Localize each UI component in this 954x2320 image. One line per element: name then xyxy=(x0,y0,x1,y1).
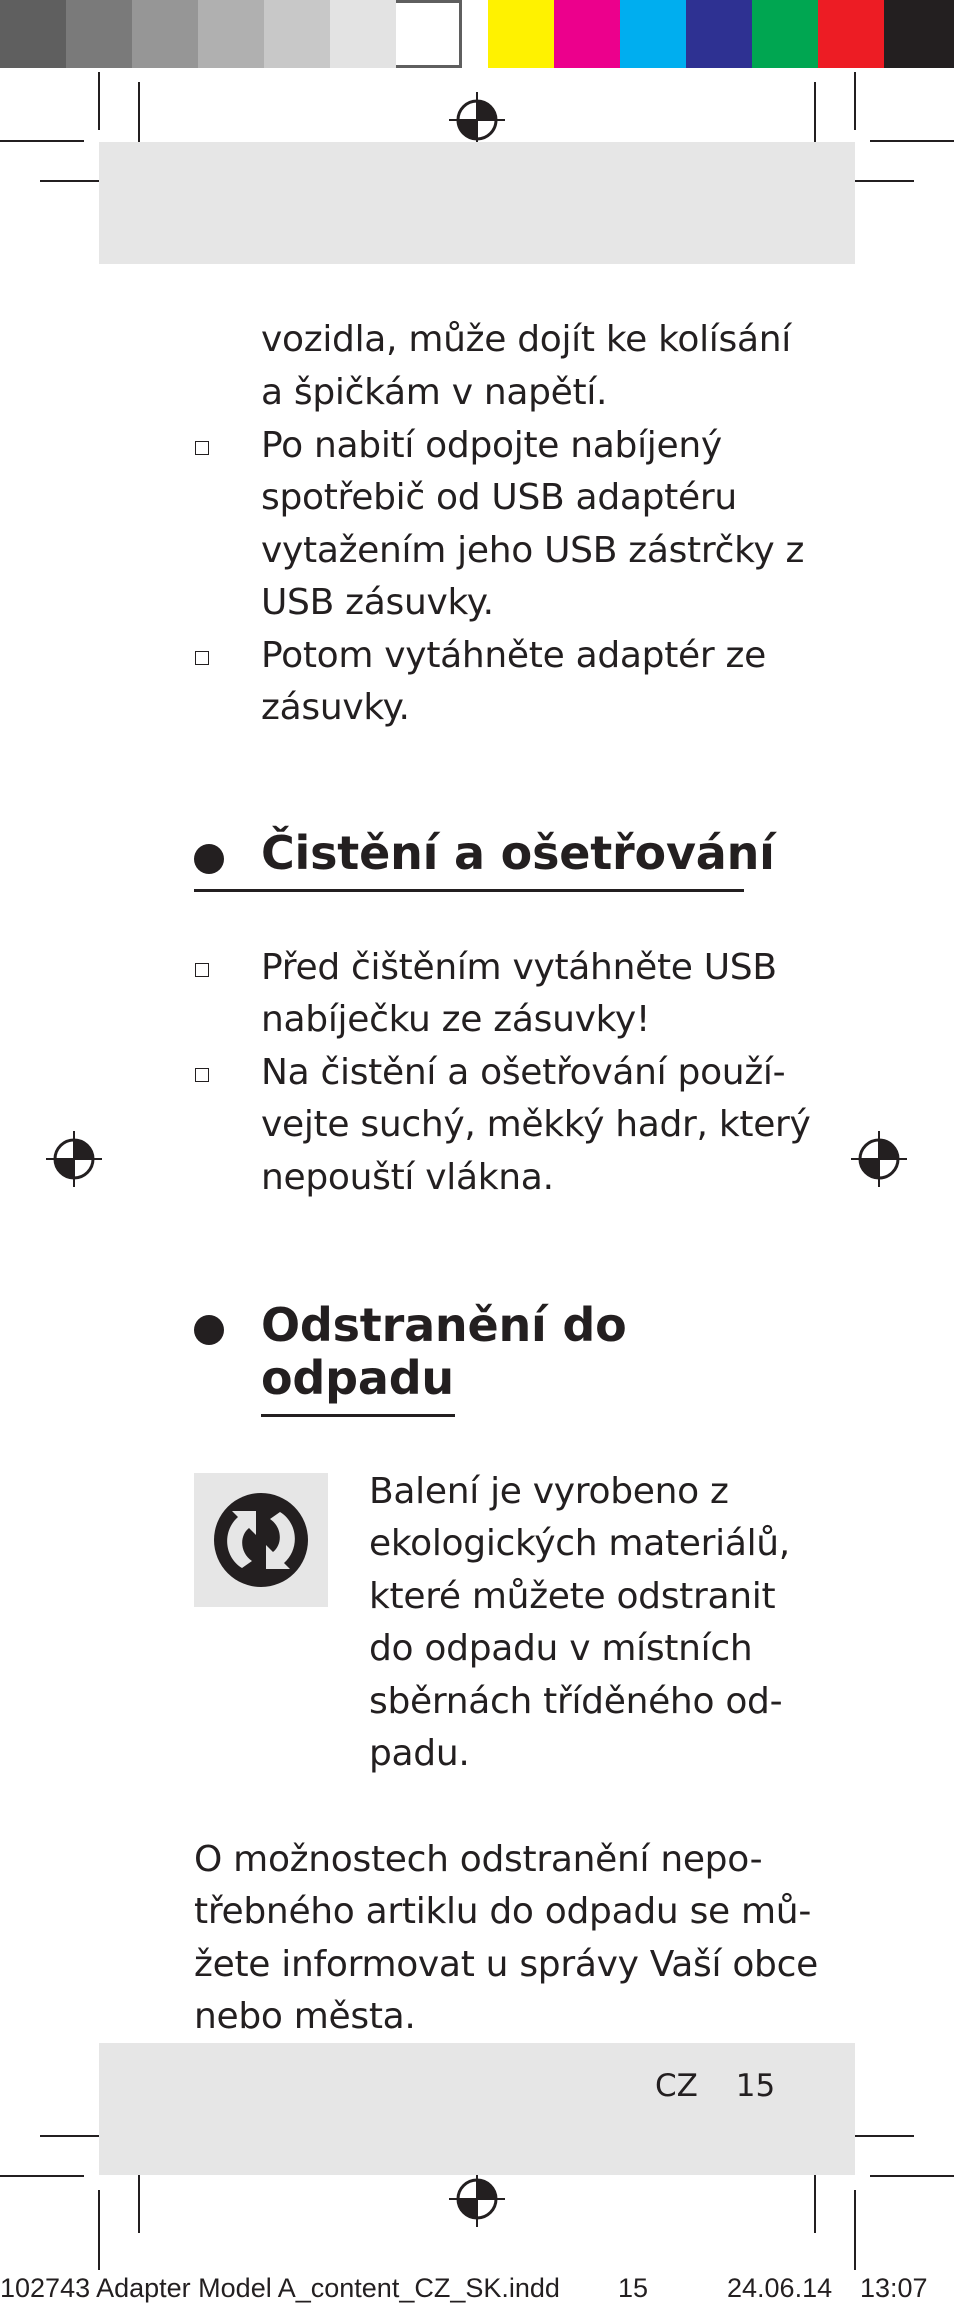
grey-swatch xyxy=(0,0,66,68)
text-line: vozidla, může dojít ke kolísání xyxy=(261,319,791,360)
crop-mark xyxy=(870,140,954,142)
text-line: třebného artiklu do odpadu se mů- xyxy=(194,1891,812,1932)
text-line: sběrnách tříděného od- xyxy=(369,1681,783,1722)
text-line: padu. xyxy=(369,1733,470,1774)
text-line: Na čistění a ošetřování použí- xyxy=(261,1052,786,1093)
heading-bullet-icon xyxy=(194,1315,224,1345)
text-line: vejte suchý, měkký hadr, který xyxy=(261,1104,811,1145)
header-band xyxy=(99,142,855,264)
grey-swatch xyxy=(66,0,132,68)
text-line: a špičkám v napětí. xyxy=(261,372,608,413)
section-heading-line: Odstranění do xyxy=(261,1298,627,1352)
page-footer xyxy=(655,2068,775,2104)
square-bullet-icon xyxy=(195,1068,209,1082)
cyan-swatch xyxy=(620,0,686,68)
yellow-swatch xyxy=(488,0,554,68)
text-line: ekologických materiálů, xyxy=(369,1523,790,1564)
registration-mark-icon xyxy=(449,2171,505,2227)
registration-mark-icon xyxy=(449,92,505,148)
heading-underline xyxy=(194,889,744,892)
text-line: O možnostech odstranění nepo- xyxy=(194,1839,763,1880)
text-line: Před čištěním vytáhněte USB xyxy=(261,947,777,988)
crop-mark xyxy=(854,2190,856,2270)
crop-mark xyxy=(0,140,84,142)
crop-mark xyxy=(854,72,856,130)
square-bullet-icon xyxy=(195,441,209,455)
slug-time: 13:07 xyxy=(860,2273,928,2303)
section-heading: Čistění a ošetřování xyxy=(261,826,775,880)
text-line: nebo města. xyxy=(194,1996,416,2037)
grey-swatch xyxy=(330,0,396,68)
grey-swatch xyxy=(198,0,264,68)
crop-mark xyxy=(98,72,100,130)
page-number: 15 xyxy=(735,2068,776,2104)
slug-filename: 102743 Adapter Model A_content_CZ_SK.indd xyxy=(0,2273,560,2303)
text-line: zásuvky. xyxy=(261,687,410,728)
section-heading-line: odpadu xyxy=(261,1351,454,1405)
square-bullet-icon xyxy=(195,651,209,665)
text-line: USB zásuvky. xyxy=(261,582,494,623)
black-swatch xyxy=(884,0,954,68)
text-line: spotřebič od USB adaptéru xyxy=(261,477,737,518)
text-line: Potom vytáhněte adaptér ze xyxy=(261,635,766,676)
green-swatch xyxy=(752,0,818,68)
square-bullet-icon xyxy=(195,963,209,977)
text-line: nabíječku ze zásuvky! xyxy=(261,999,650,1040)
slug-page: 15 xyxy=(618,2273,649,2303)
text-line: do odpadu v místních xyxy=(369,1628,753,1669)
text-line: Po nabití odpojte nabíjený xyxy=(261,425,722,466)
blue-swatch xyxy=(686,0,752,68)
heading-bullet-icon xyxy=(194,844,224,874)
crop-mark xyxy=(870,2175,954,2177)
grey-swatch xyxy=(132,0,198,68)
registration-mark-icon xyxy=(851,1131,907,1187)
magenta-swatch xyxy=(554,0,620,68)
red-swatch xyxy=(818,0,884,68)
text-line: vytažením jeho USB zástrčky z xyxy=(261,530,805,571)
text-line: Balení je vyrobeno z xyxy=(369,1471,729,1512)
text-line: žete informovat u správy Vaší obce xyxy=(194,1944,818,1985)
white-swatch xyxy=(396,0,462,68)
green-dot-box xyxy=(194,1473,328,1607)
language-code: CZ xyxy=(655,2068,698,2104)
slug-date: 24.06.14 xyxy=(727,2273,833,2303)
text-line: které můžete odstranit xyxy=(369,1576,776,1617)
registration-mark-icon xyxy=(46,1131,102,1187)
text-line: nepouští vlákna. xyxy=(261,1157,554,1198)
heading-underline xyxy=(261,1414,455,1417)
crop-mark xyxy=(0,2175,84,2177)
grey-swatch xyxy=(264,0,330,68)
crop-mark xyxy=(98,2190,100,2270)
green-dot-recycling-icon xyxy=(194,1473,328,1607)
footer-band xyxy=(99,2043,855,2175)
